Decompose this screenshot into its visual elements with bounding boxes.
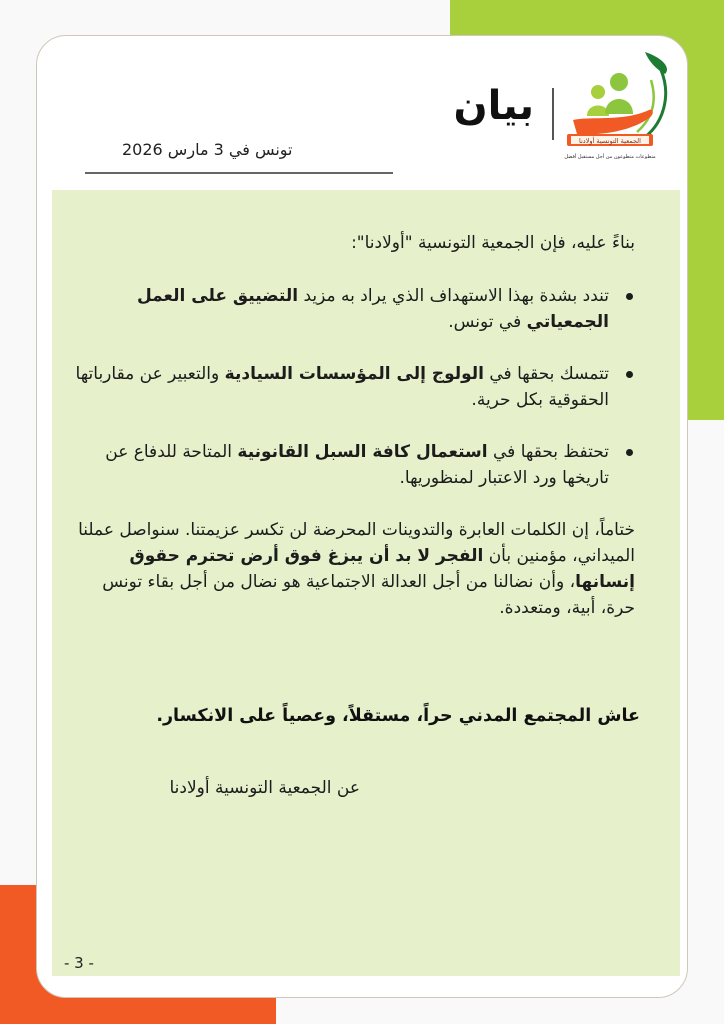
emphasis: التضييق على العمل الجمعياتي xyxy=(136,286,609,332)
emphasis: استعمال كافة السبل القانونية xyxy=(237,442,488,462)
logo-divider xyxy=(552,88,554,140)
list-item: تحتفظ بحقها في استعمال كافة السبل القانونية المتاحة للدفاع عن تاريخها ورد الاعتبار لمنظوريها. xyxy=(75,439,609,491)
dateline: تونس في 3 مارس 2026 xyxy=(122,140,293,159)
statement-body xyxy=(75,230,635,621)
association-logo xyxy=(553,44,678,169)
page-number: - 3 - xyxy=(64,954,94,972)
list-item: تتمسك بحقها في الولوج إلى المؤسسات السيادية والتعبير عن مقارباتها الحقوقية بكل حرية. xyxy=(75,361,609,413)
child-head-icon xyxy=(610,73,628,91)
leaf-icon xyxy=(645,52,667,74)
signature: عن الجمعية التونسية أولادنا xyxy=(169,778,360,798)
intro-paragraph: بناءً عليه، فإن الجمعية التونسية "أولادنا": xyxy=(351,233,635,253)
closing-paragraph: ختاماً، إن الكلمات العابرة والتدوينات المحرضة لن تكسر عزيمتنا. سنواصل عملنا الميداني، مؤمنين بأن الفجر لا بد أن يبزغ فوق أرض تحترم حقوق إنسانها، وأن نضالنا من أجل العدالة الاجتماعية هو نضال من أجل بقاء تونس حرة، أبية، ومتعددة. xyxy=(78,520,635,618)
slogan: عاش المجتمع المدني حراً، مستقلاً، وعصياً على الانكسار. xyxy=(156,706,640,726)
svg-text:متطوعات متطوعون من أجل مستقبل: متطوعات متطوعون من أجل مستقبل أفضل xyxy=(564,154,656,160)
list-item: تندد بشدة بهذا الاستهداف الذي يراد به مزيد التضييق على العمل الجمعياتي في تونس. xyxy=(75,283,609,335)
page-title: بيان xyxy=(453,83,534,129)
svg-text:الجمعية التونسية أولادنا: الجمعية التونسية أولادنا xyxy=(579,137,641,145)
child-head-icon xyxy=(591,85,605,99)
header-divider xyxy=(85,172,393,174)
emphasis: الولوج إلى المؤسسات السيادية xyxy=(224,364,484,384)
emphasis: الفجر لا بد أن يبزغ فوق أرض تحترم حقوق إنسانها xyxy=(129,546,635,592)
statement-points xyxy=(75,283,635,491)
